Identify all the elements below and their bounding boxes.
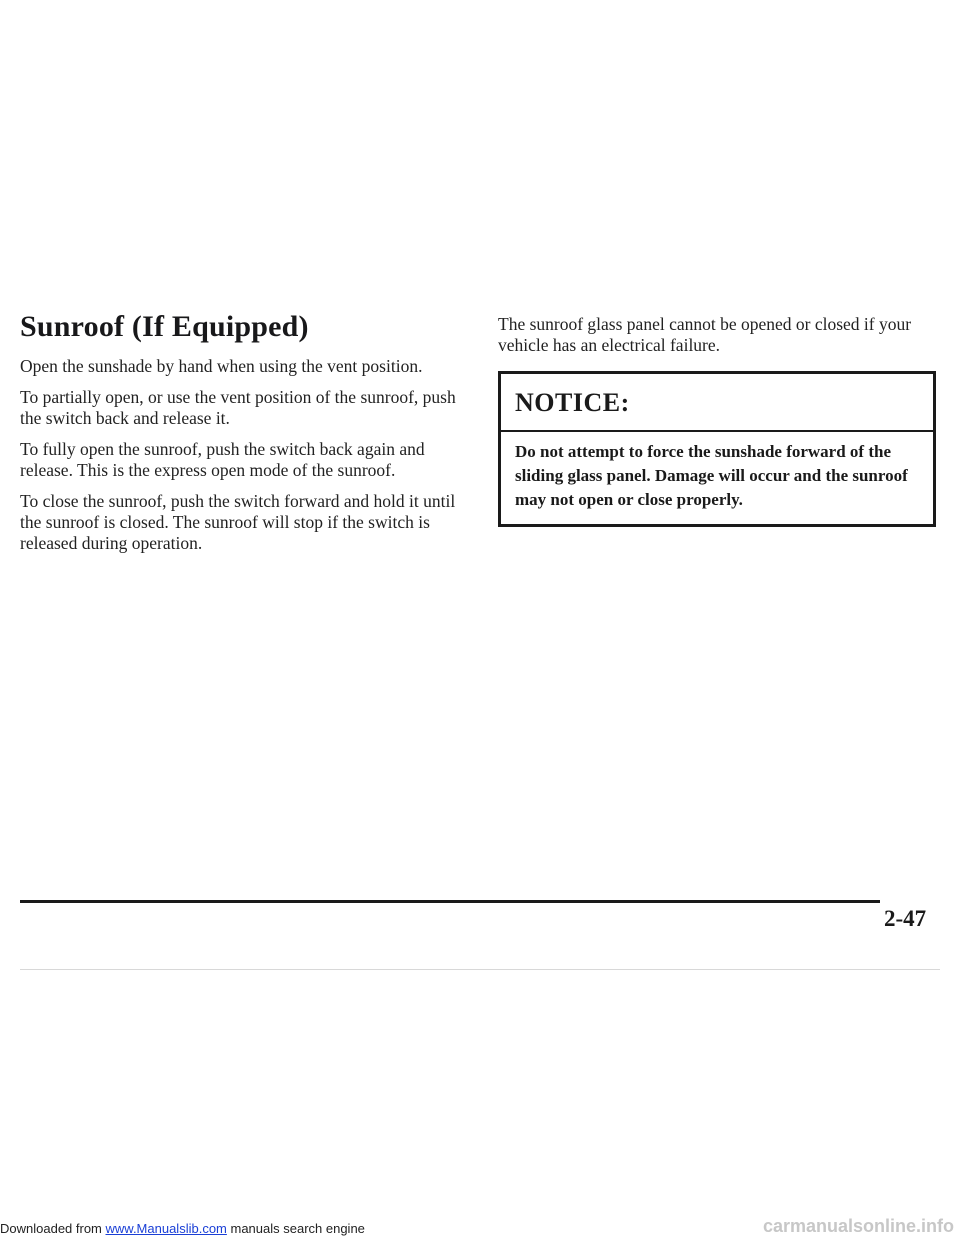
paragraph-vent-position: Open the sunshade by hand when using the vent position. bbox=[20, 356, 423, 376]
faint-divider bbox=[20, 969, 940, 970]
left-column bbox=[20, 310, 470, 564]
paragraph-express-open: To fully open the sunroof, push the switch back again and release. This is the express open mode of the sunroof. bbox=[20, 439, 425, 480]
notice-box bbox=[498, 371, 936, 527]
paragraph-electrical-failure: The sunroof glass panel cannot be opened or closed if your vehicle has an electrical failure. bbox=[498, 314, 912, 355]
paragraph-partial-open: To partially open, or use the vent position of the sunroof, push the switch back and release it. bbox=[20, 387, 456, 428]
watermark-prefix: Downloaded from bbox=[0, 1221, 106, 1236]
notice-body: Do not attempt to force the sunshade forward of the sliding glass panel. Damage will occur and the sunroof may not open or close properly. bbox=[515, 442, 908, 509]
paragraph-close: To close the sunroof, push the switch forward and hold it until the sunroof is closed. The sunroof will stop if the switch is released during operation. bbox=[20, 491, 456, 553]
notice-heading: NOTICE: bbox=[501, 374, 933, 432]
download-watermark bbox=[0, 1221, 365, 1236]
right-column bbox=[498, 314, 938, 527]
page-number: 2-47 bbox=[884, 906, 927, 931]
footer-rule bbox=[20, 900, 880, 903]
watermark-suffix: manuals search engine bbox=[226, 1221, 365, 1236]
section-title: Sunroof (If Equipped) bbox=[20, 310, 309, 343]
manualslib-link[interactable]: www.Manualslib.com bbox=[105, 1221, 227, 1236]
site-watermark: carmanualsonline.info bbox=[762, 1216, 954, 1236]
